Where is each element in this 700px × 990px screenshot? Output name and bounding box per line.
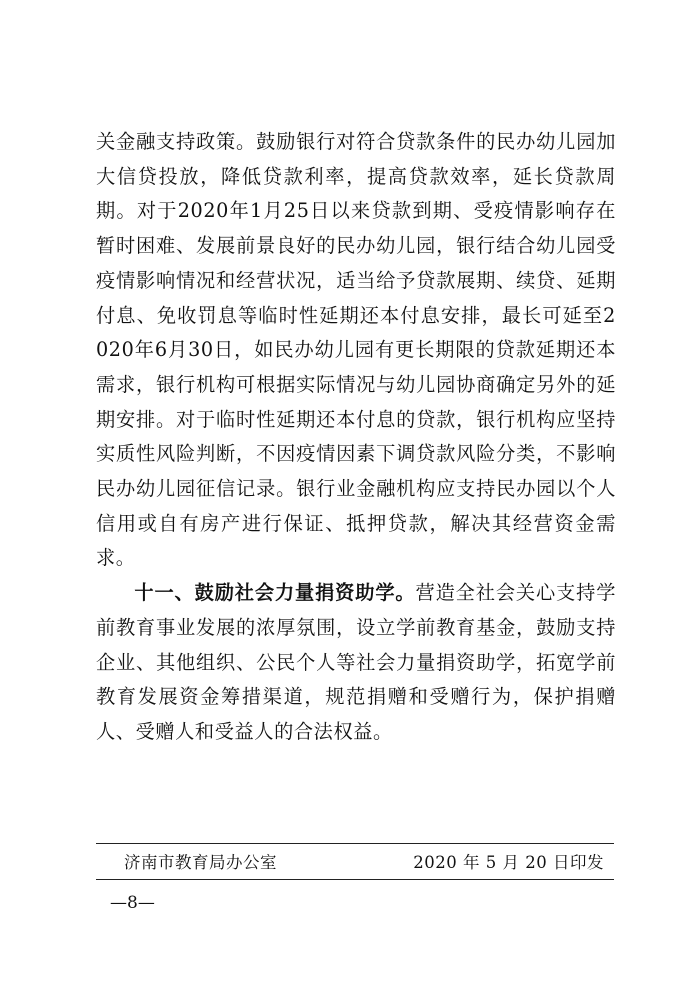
paragraph-donation	[96, 576, 616, 750]
footer-rule-bottom	[96, 879, 614, 880]
footer-rule-top	[96, 843, 614, 844]
body-text	[96, 125, 616, 750]
section-heading-eleven: 十一、鼓励社会力量捐资助学。	[134, 581, 416, 605]
section-body-eleven: 营造全社会关心支持学前教育事业发展的浓厚氛围，设立学前教育基金，鼓励支持企业、其他组织、公民个人等社会力量捐资助学，拓宽学前教育发展资金筹措渠道，规范捐赠和受赠行为，保护捐赠人、受赠人和受益人的合法权益。	[96, 581, 616, 743]
footer-issuer: 济南市教育局办公室	[124, 853, 277, 872]
footer-issue-date: 2020 年 5 月 20 日印发	[413, 853, 604, 872]
paragraph-financial-support: 关金融支持政策。鼓励银行对符合贷款条件的民办幼儿园加大信贷投放，降低贷款利率，提高贷款效率，延长贷款周期。对于2020年1月25日以来贷款到期、受疫情影响存在暂时困难、发展前景良好的民办幼儿园，银行结合幼儿园受疫情影响情况和经营状况，适当给予贷款展期、续贷、延期付息、免收罚息等临时性延期还本付息安排，最长可延至2020年6月30日，如民办幼儿园有更长期限的贷款延期还本需求，银行机构可根据实际情况与幼儿园协商确定另外的延期安排。对于临时性延期还本付息的贷款，银行机构应坚持实质性风险判断，不因疫情因素下调贷款风险分类，不影响民办幼儿园征信记录。银行业金融机构应支持民办园以个人信用或自有房产进行保证、抵押贷款，解决其经营资金需求。	[96, 130, 616, 570]
page-number: —8—	[110, 893, 155, 913]
